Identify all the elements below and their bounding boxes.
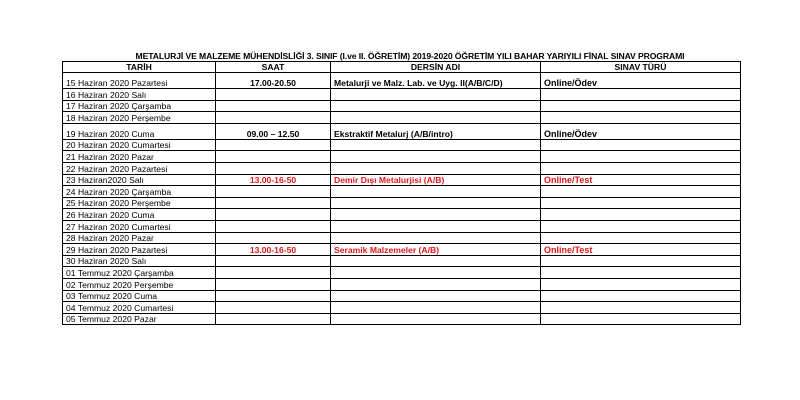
table-row [63, 89, 741, 101]
course-cell [331, 302, 541, 314]
header-row [63, 62, 741, 73]
time-cell: 13.00-16-50 [216, 174, 331, 186]
date-cell: 19 Haziran 2020 Cuma [63, 123, 216, 139]
document-title: METALURJİ VE MALZEME MÜHENDİSLİĞİ 3. SINIF (I.ve II. ÖĞRETİM) 2019-2020 ÖĞRETİM YILI BAHAR YARIYILI FİNAL SINAV PROGRAMI [135, 51, 685, 61]
exam-type-cell [541, 232, 741, 244]
date-cell: 17 Haziran 2020 Çarşamba [63, 100, 216, 112]
table-row [63, 73, 741, 89]
exam-type-cell [541, 255, 741, 267]
date-cell: 15 Haziran 2020 Pazartesi [63, 73, 216, 89]
time-cell [216, 267, 331, 279]
date-cell: 25 Haziran 2020 Perşembe [63, 197, 216, 209]
date-cell: 21 Haziran 2020 Pazar [63, 151, 216, 163]
date-cell: 04 Temmuz 2020 Cumartesi [63, 302, 216, 314]
time-cell [216, 232, 331, 244]
header-time: SAAT [216, 62, 331, 73]
exam-type-cell [541, 197, 741, 209]
table-row [63, 267, 741, 279]
exam-type-cell: Online/Test [541, 174, 741, 186]
time-cell [216, 186, 331, 198]
table-row [63, 112, 741, 124]
exam-type-cell [541, 278, 741, 290]
date-cell: 16 Haziran 2020 Salı [63, 89, 216, 101]
table-row [63, 197, 741, 209]
table-row [63, 162, 741, 174]
header-exam-type: SINAV TÜRÜ [541, 62, 741, 73]
course-cell [331, 100, 541, 112]
table-row [63, 151, 741, 163]
time-cell [216, 278, 331, 290]
table-row [63, 244, 741, 256]
exam-type-cell [541, 209, 741, 221]
date-cell: 03 Temmuz 2020 Cuma [63, 290, 216, 302]
time-cell [216, 89, 331, 101]
course-cell [331, 267, 541, 279]
time-cell [216, 139, 331, 151]
exam-type-cell [541, 267, 741, 279]
exam-schedule-table [62, 61, 741, 325]
header-course: DERSİN ADI [331, 62, 541, 73]
course-cell: Seramik Malzemeler (A/B) [331, 244, 541, 256]
time-cell [216, 197, 331, 209]
course-cell: Demir Dışı Metalurjisi (A/B) [331, 174, 541, 186]
table-row [63, 232, 741, 244]
date-cell: 23 Haziran2020 Salı [63, 174, 216, 186]
table-row [63, 123, 741, 139]
table-row [63, 278, 741, 290]
date-cell: 30 Haziran 2020 Salı [63, 255, 216, 267]
table-row [63, 220, 741, 232]
course-cell [331, 197, 541, 209]
table-row [63, 139, 741, 151]
course-cell [331, 255, 541, 267]
date-cell: 29 Haziran 2020 Pazartesi [63, 244, 216, 256]
table-row [63, 209, 741, 221]
course-cell [331, 151, 541, 163]
exam-type-cell [541, 290, 741, 302]
course-cell [331, 209, 541, 221]
time-cell: 09.00 – 12.50 [216, 123, 331, 139]
course-cell [331, 186, 541, 198]
date-cell: 28 Haziran 2020 Pazar [63, 232, 216, 244]
exam-type-cell [541, 186, 741, 198]
course-cell [331, 313, 541, 325]
exam-type-cell [541, 151, 741, 163]
course-cell: Metalurji ve Malz. Lab. ve Uyg. II(A/B/C/D) [331, 73, 541, 89]
date-cell: 27 Haziran 2020 Cumartesi [63, 220, 216, 232]
course-cell [331, 112, 541, 124]
course-cell [331, 162, 541, 174]
time-cell [216, 162, 331, 174]
date-cell: 02 Temmuz 2020 Perşembe [63, 278, 216, 290]
time-cell: 17.00-20.50 [216, 73, 331, 89]
exam-type-cell [541, 139, 741, 151]
time-cell [216, 220, 331, 232]
exam-type-cell: Online/Ödev [541, 123, 741, 139]
time-cell [216, 313, 331, 325]
course-cell [331, 232, 541, 244]
course-cell [331, 220, 541, 232]
date-cell: 26 Haziran 2020 Cuma [63, 209, 216, 221]
exam-type-cell [541, 89, 741, 101]
time-cell [216, 290, 331, 302]
time-cell [216, 255, 331, 267]
course-cell [331, 89, 541, 101]
exam-type-cell [541, 220, 741, 232]
date-cell: 05 Temmuz 2020 Pazar [63, 313, 216, 325]
table-row [63, 290, 741, 302]
header-date: TARİH [63, 62, 216, 73]
exam-type-cell [541, 112, 741, 124]
table-row [63, 302, 741, 314]
exam-type-cell: Online/Test [541, 244, 741, 256]
course-cell [331, 278, 541, 290]
time-cell [216, 151, 331, 163]
time-cell [216, 302, 331, 314]
date-cell: 01 Temmuz 2020 Çarşamba [63, 267, 216, 279]
date-cell: 22 Haziran 2020 Pazartesi [63, 162, 216, 174]
time-cell [216, 100, 331, 112]
time-cell: 13.00-16-50 [216, 244, 331, 256]
time-cell [216, 209, 331, 221]
date-cell: 18 Haziran 2020 Perşembe [63, 112, 216, 124]
exam-type-cell [541, 162, 741, 174]
table-row [63, 100, 741, 112]
date-cell: 20 Haziran 2020 Cumartesi [63, 139, 216, 151]
table-row [63, 186, 741, 198]
exam-type-cell: Online/Ödev [541, 73, 741, 89]
time-cell [216, 112, 331, 124]
table-row [63, 313, 741, 325]
exam-type-cell [541, 313, 741, 325]
exam-type-cell [541, 302, 741, 314]
course-cell [331, 290, 541, 302]
course-cell: Ekstraktif Metalurj (A/B/intro) [331, 123, 541, 139]
exam-type-cell [541, 100, 741, 112]
table-row [63, 174, 741, 186]
course-cell [331, 139, 541, 151]
table-row [63, 255, 741, 267]
date-cell: 24 Haziran 2020 Çarşamba [63, 186, 216, 198]
